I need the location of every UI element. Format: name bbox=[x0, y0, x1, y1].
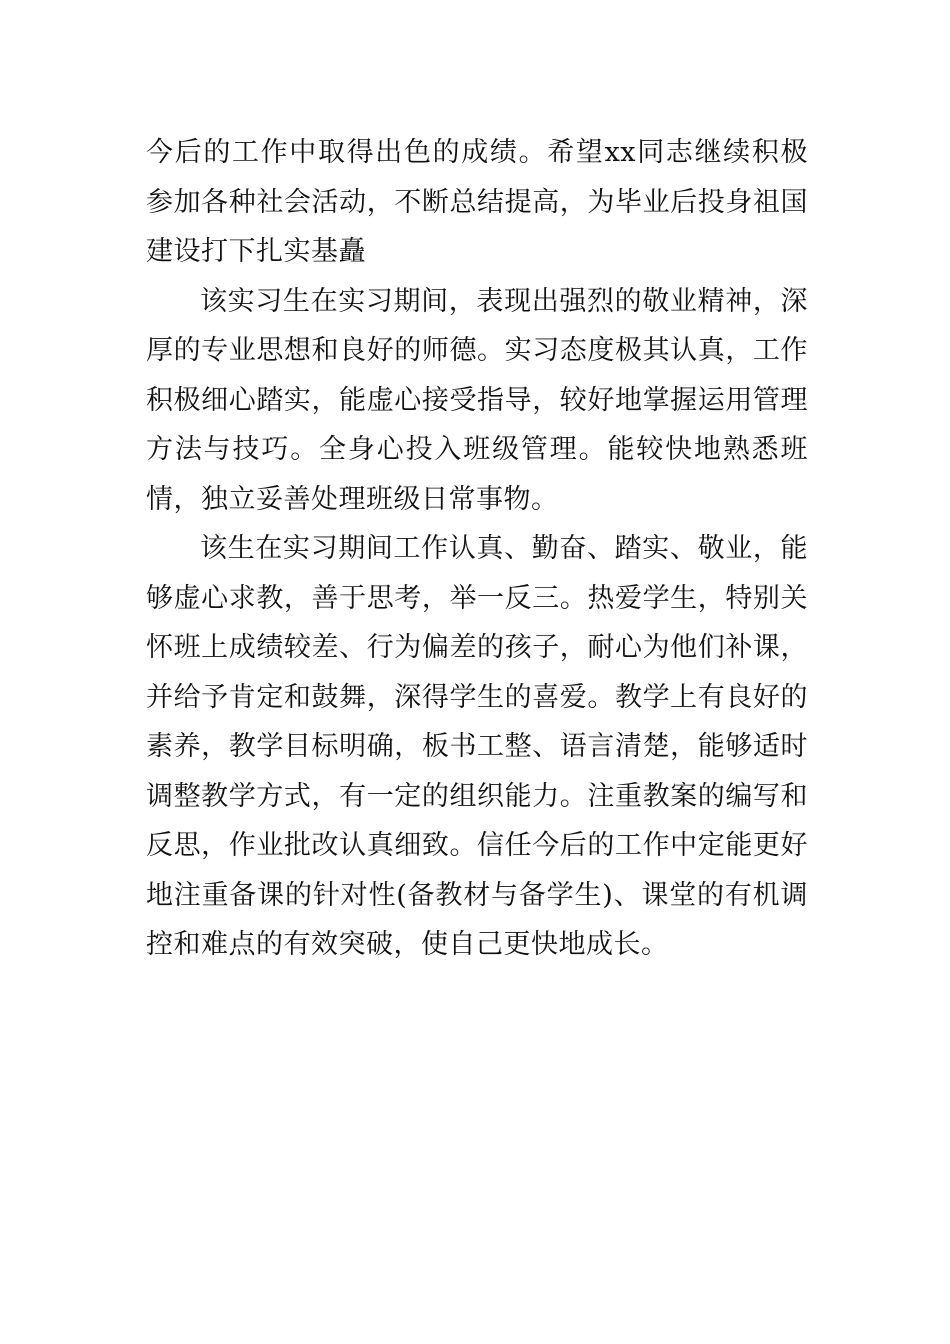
document-body bbox=[146, 128, 808, 970]
paragraph-continuation: 今后的工作中取得出色的成绩。希望xx同志继续积极参加各种社会活动，不断总结提高，为毕业后投身祖国建设打下扎实基矗 bbox=[146, 137, 808, 267]
paragraph-intern-evaluation-2: 该生在实习期间工作认真、勤奋、踏实、敬业，能够虚心求教，善于思考，举一反三。热爱学生，特别关怀班上成绩较差、行为偏差的孩子，耐心为他们补课，并给予肯定和鼓舞，深得学生的喜爱。教学上有良好的素养，教学目标明确，板书工整、语言清楚，能够适时调整教学方式，有一定的组织能力。注重教案的编写和反思，作业批改认真细致。信任今后的工作中定能更好地注重备课的针对性(备教材与备学生)、课堂的有机调控和难点的有效突破，使自己更快地成长。 bbox=[146, 533, 808, 960]
paragraph-intern-evaluation-1: 该实习生在实习期间，表现出强烈的敬业精神，深厚的专业思想和良好的师德。实习态度极其认真，工作积极细心踏实，能虚心接受指导，较好地掌握运用管理方法与技巧。全身心投入班级管理。能较快地熟悉班情，独立妥善处理班级日常事物。 bbox=[146, 285, 808, 515]
